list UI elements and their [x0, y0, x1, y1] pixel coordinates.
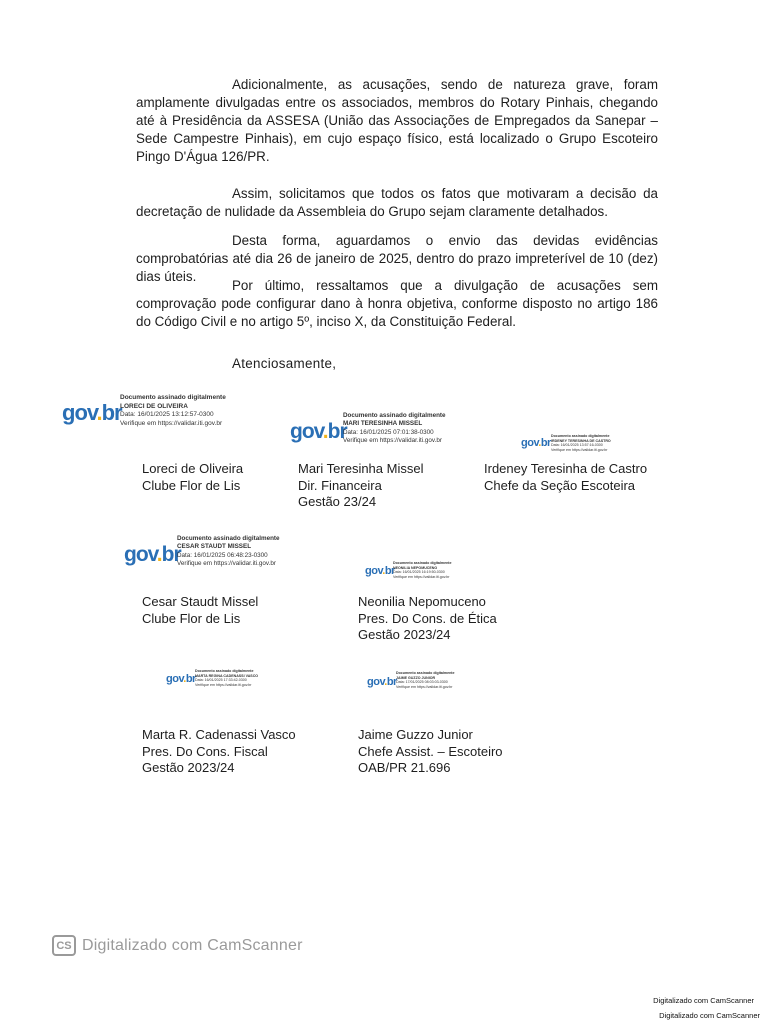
stamp-text: Documento assinado digitalmente IRDENEY TERESINHA DE CASTRO Data: 16/01/2025 13:57:16-0300 Verifique em https://validar.iti.gov.br: [551, 434, 611, 452]
footer-scan-label-1: Digitalizado com CamScanner: [653, 996, 754, 1005]
digital-signature-stamp-cesar: [124, 533, 324, 575]
camscanner-icon: CS: [52, 935, 76, 956]
stamp-text: Documento assinado digitalmente LORECI DE OLIVEIRA Data: 16/01/2025 13:12:57-0300 Verifique em https://validar.iti.gov.br: [120, 394, 226, 427]
digital-signature-stamp-loreci: [62, 392, 262, 434]
signatory-mari: Mari Teresinha Missel Dir. Financeira Gestão 23/24: [298, 461, 424, 509]
signatory-jaime: Jaime Guzzo Junior Chefe Assist. – Escoteiro OAB/PR 21.696: [358, 727, 503, 775]
gov-br-logo: gov.br: [166, 673, 196, 685]
digital-signature-stamp-jaime: [367, 671, 477, 693]
gov-br-logo: gov.br: [521, 437, 551, 449]
signatory-marta: Marta R. Cadenassi Vasco Pres. Do Cons. Fiscal Gestão 2023/24: [142, 727, 296, 775]
gov-br-logo: gov.br: [124, 543, 181, 566]
signatory-loreci: Loreci de Oliveira Clube Flor de Lis: [142, 461, 244, 493]
paragraph-request-details: Assim, solicitamos que todos os fatos que motivaram a decisão da decretação de nulidade da Assembleia do Grupo sejam claramente detalhados.: [136, 186, 658, 219]
camscanner-watermark-text: Digitalizado com CamScanner: [82, 936, 303, 954]
signatory-neonilia: Neonilia Nepomuceno Pres. Do Cons. de Ética Gestão 2023/24: [358, 594, 497, 642]
gov-br-logo: gov.br: [290, 420, 347, 443]
stamp-text: Documento assinado digitalmente MARI TERESINHA MISSEL Data: 16/01/2025 07:01:38-0300 Verifique em https://validar.iti.gov.br: [343, 412, 446, 444]
stamp-text: Documento assinado digitalmente JAIME GUZZO JUNIOR Data: 17/01/2025 08:03:03-0300 Verifique em https://validar.iti.gov.br: [396, 671, 455, 689]
signatory-cesar: Cesar Staudt Missel Clube Flor de Lis: [142, 594, 259, 626]
digital-signature-stamp-neonilia: [365, 561, 475, 583]
closing-salutation: Atenciosamente,: [232, 356, 337, 371]
digital-signature-stamp-marta: [166, 669, 276, 691]
paragraph-legal-notice: Por último, ressaltamos que a divulgação de acusações sem comprovação pode configurar dano à honra objetiva, conforme disposto no artigo 186 do Código Civil e no artigo 5º, inciso X, da Constituição Federal.: [136, 278, 658, 329]
stamp-text: Documento assinado digitalmente MARTA REGINA CADENASSI VASCO Data: 16/01/2025 17:33:42-0300 Verifique em https://validar.iti.gov.br: [195, 669, 259, 687]
footer-scan-label-2: Digitalizado com CamScanner: [659, 1011, 760, 1020]
stamp-text: Documento assinado digitalmente NEONILIA NEPOMUCENO Data: 16/01/2025 16:19:50-0300 Verifique em https://validar.iti.gov.br: [393, 561, 452, 579]
gov-br-logo: gov.br: [365, 565, 395, 577]
camscanner-watermark: [52, 935, 303, 956]
signatory-irdeney: Irdeney Teresinha de Castro Chefe da Seção Escoteira: [484, 461, 648, 493]
paragraph-deadline: Desta forma, aguardamos o envio das devidas evidências comprobatórias até dia 26 de janeiro de 2025, dentro do prazo impreterível de 10 (dez) dias úteis.: [136, 233, 658, 284]
gov-br-logo: gov.br: [367, 676, 397, 688]
digital-signature-stamp-mari: [290, 410, 490, 452]
paragraph-accusations: Adicionalmente, as acusações, sendo de natureza grave, foram amplamente divulgadas entre os associados, membros do Rotary Pinhais, chegando até à Presidência da ASSESA (União das Associações de Empregados da Sanepar – Sede Campestre Pinhais), em cujo espaço físico, está localizado o Grupo Escoteiro Pingo D'Água 126/PR.: [136, 77, 658, 164]
gov-br-logo: gov.br: [62, 400, 122, 425]
digital-signature-stamp-irdeney: [521, 433, 631, 455]
stamp-text: Documento assinado digitalmente CESAR STAUDT MISSEL Data: 16/01/2025 06:48:23-0300 Verifique em https://validar.iti.gov.br: [177, 535, 280, 567]
